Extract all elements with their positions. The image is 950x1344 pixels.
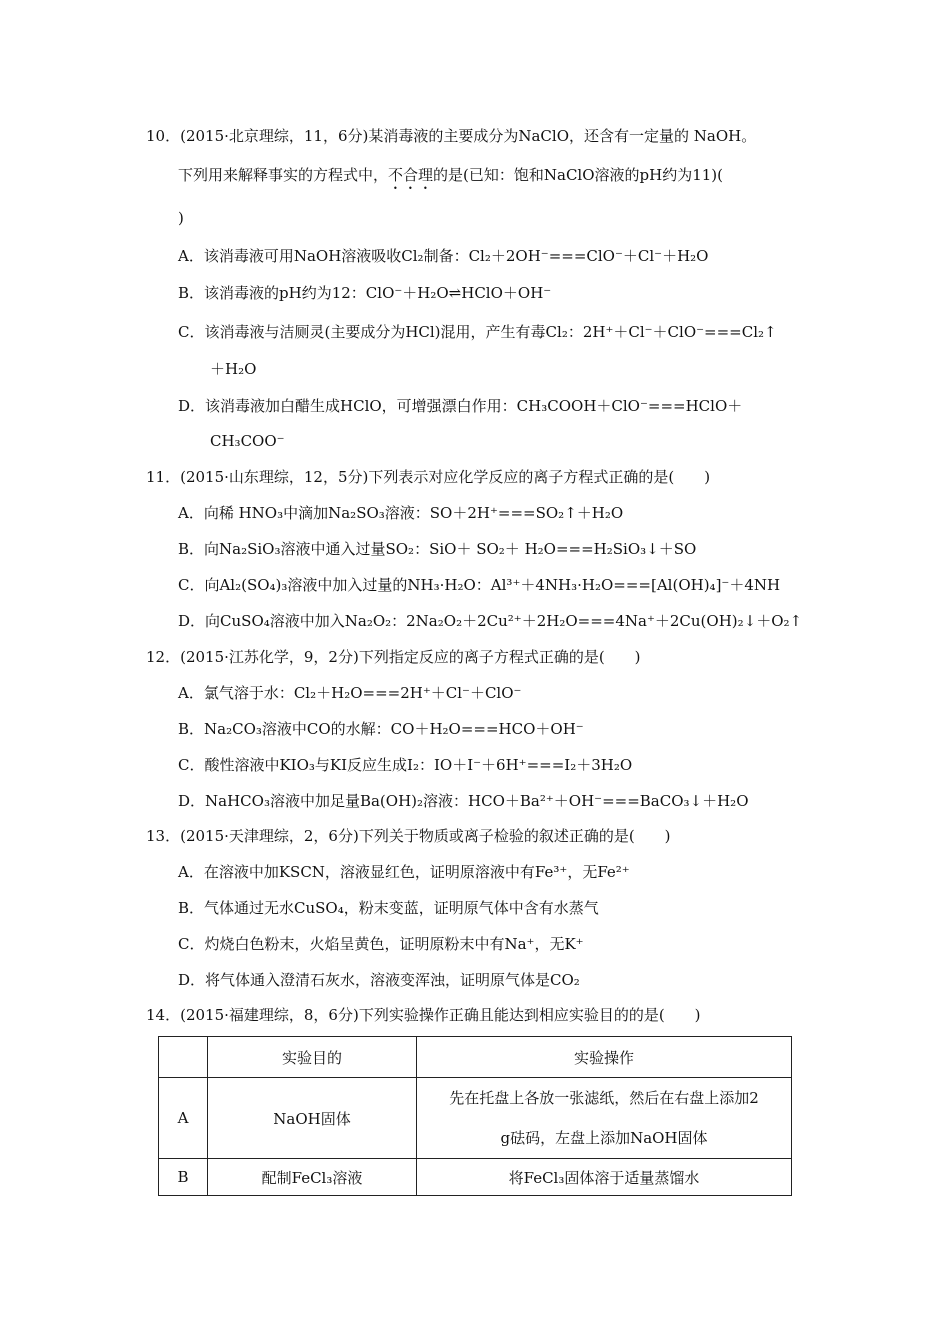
q10-option-d-cont: CH₃COO⁻: [210, 432, 285, 450]
table-row-operation-line2: g砝码，左盘上添加NaOH固体: [500, 1129, 708, 1147]
table-row: [159, 1078, 792, 1159]
q12-option-b: B．Na₂CO₃溶液中CO的水解：CO＋H₂O===HCO＋OH⁻: [178, 720, 584, 738]
q13-option-b: B．气体通过无水CuSO₄，粉末变蓝，证明原气体中含有水蒸气: [178, 899, 599, 917]
table-row-goal: 配制FeCl₃溶液: [208, 1159, 417, 1196]
q12-option-c: C．酸性溶液中KIO₃与KI反应生成I₂：IO＋I⁻＋6H⁺===I₂＋3H₂O: [178, 756, 633, 774]
q12-option-a: A．氯气溶于水：Cl₂＋H₂O===2H⁺＋Cl⁻＋ClO⁻: [178, 684, 522, 702]
q10-emphasis-text: 不合理: [388, 166, 434, 184]
q10-stem-text: 下列用来解释事实的方程式中，: [178, 166, 389, 184]
q10-stem-line2: [178, 165, 723, 193]
q13-option-d: D．将气体通入澄清石灰水，溶液变浑浊，证明原气体是CO₂: [178, 971, 580, 989]
table-row: [159, 1159, 792, 1196]
table-header-operation: 实验操作: [417, 1037, 792, 1078]
q12-stem: 12．(2015·江苏化学，9，2分)下列指定反应的离子方程式正确的是( ): [146, 648, 641, 666]
table-header-cell-empty: [159, 1037, 208, 1078]
table-row-operation: [417, 1078, 792, 1159]
q10-option-c: C．该消毒液与洁厕灵(主要成分为HCl)混用，产生有毒Cl₂：2H⁺＋Cl⁻＋ClO⁻===Cl₂↑: [178, 323, 777, 341]
q13-option-c: C．灼烧白色粉末，火焰呈黄色，证明原粉末中有Na⁺，无K⁺: [178, 935, 584, 953]
table-row-label: B: [159, 1159, 208, 1196]
q10-answer-paren: ): [178, 209, 184, 227]
q10-option-b: B．该消毒液的pH约为12：ClO⁻＋H₂O⇌HClO＋OH⁻: [178, 284, 552, 302]
table-row-goal: NaOH固体: [208, 1078, 417, 1159]
table-row-label: A: [159, 1078, 208, 1159]
q11-option-d: D．向CuSO₄溶液中加入Na₂O₂：2Na₂O₂＋2Cu²⁺＋2H₂O===4Na⁺＋2Cu(OH)₂↓＋O₂↑: [178, 612, 803, 630]
table-row-operation: 将FeCl₃固体溶于适量蒸馏水: [417, 1159, 792, 1196]
q12-option-d: D．NaHCO₃溶液中加足量Ba(OH)₂溶液：HCO＋Ba²⁺＋OH⁻===BaCO₃↓＋H₂O: [178, 792, 749, 810]
q11-option-a: A．向稀 HNO₃中滴加Na₂SO₃溶液：SO＋2H⁺===SO₂↑＋H₂O: [178, 504, 624, 522]
q10-option-d: D．该消毒液加白醋生成HClO，可增强漂白作用：CH₃COOH＋ClO⁻===HClO＋: [178, 397, 743, 415]
q10-stem-line1: 10．(2015·北京理综，11，6分)某消毒液的主要成分为NaClO，还含有一定量的 NaOH。: [146, 127, 757, 145]
q11-stem: 11．(2015·山东理综，12，5分)下列表示对应化学反应的离子方程式正确的是( ): [146, 468, 711, 486]
table-row-operation-line1: 先在托盘上各放一张滤纸，然后在右盘上添加2: [449, 1089, 759, 1107]
table-header-row: [159, 1037, 792, 1078]
experiment-table: [158, 1036, 792, 1196]
q14-stem: 14．(2015·福建理综，8，6分)下列实验操作正确且能达到相应实验目的的是( ): [146, 1006, 701, 1024]
q10-option-c-cont: ＋H₂O: [210, 360, 257, 378]
q10-option-a: A．该消毒液可用NaOH溶液吸收Cl₂制备：Cl₂＋2OH⁻===ClO⁻＋Cl⁻＋H₂O: [178, 247, 709, 265]
table-header-goal: 实验目的: [208, 1037, 417, 1078]
q13-stem: 13．(2015·天津理综，2，6分)下列关于物质或离子检验的叙述正确的是( ): [146, 827, 671, 845]
q13-option-a: A．在溶液中加KSCN，溶液显红色，证明原溶液中有Fe³⁺，无Fe²⁺: [178, 863, 630, 881]
q11-option-c: C．向Al₂(SO₄)₃溶液中加入过量的NH₃·H₂O：Al³⁺＋4NH₃·H₂O===[Al(OH)₄]⁻＋4NH: [178, 576, 781, 594]
q10-stem-text-end: 的是(已知：饱和NaClO溶液的pH约为11)(: [433, 166, 723, 184]
q11-option-b: B．向Na₂SiO₃溶液中通入过量SO₂：SiO＋ SO₂＋ H₂O===H₂SiO₃↓＋SO: [178, 540, 697, 558]
